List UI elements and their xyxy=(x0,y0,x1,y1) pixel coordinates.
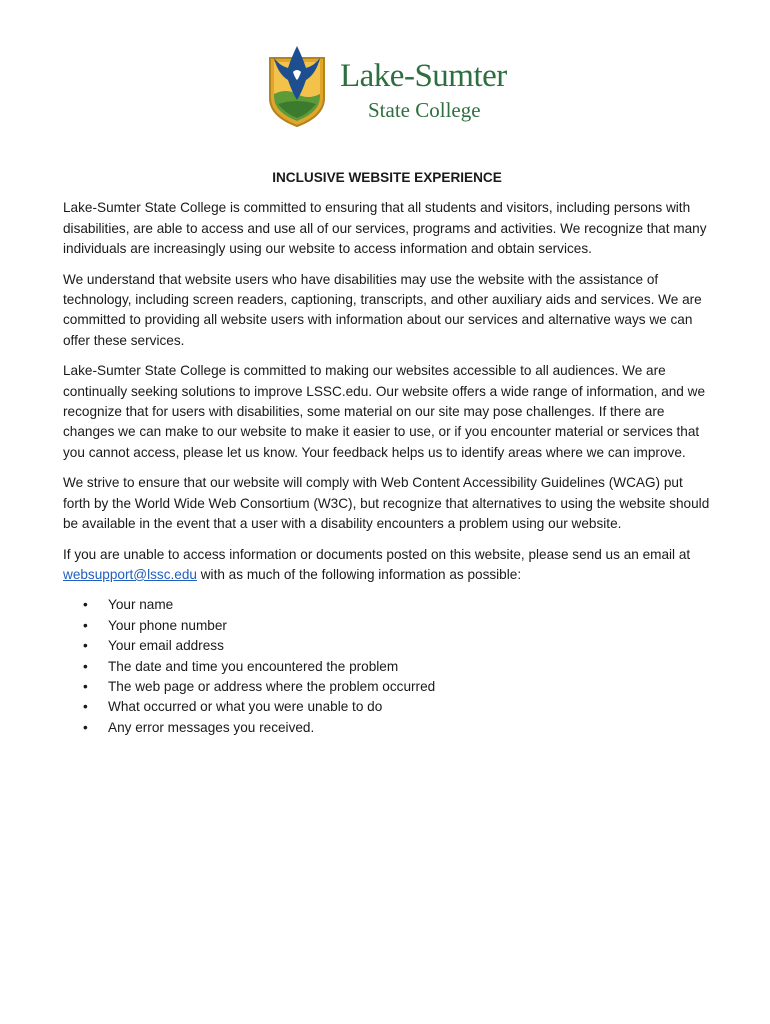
list-item: • Your phone number xyxy=(83,616,711,636)
list-item: • What occurred or what you were unable to do xyxy=(83,697,711,717)
college-logo xyxy=(266,44,506,128)
list-item: • The date and time you encountered the problem xyxy=(83,657,711,677)
contact-text-after: with as much of the following information as possible: xyxy=(196,566,522,582)
websupport-email-link[interactable]: websupport@lssc.edu xyxy=(63,566,197,582)
logo-wordmark-line2: State College xyxy=(368,98,481,122)
list-item: • The web page or address where the problem occurred xyxy=(83,677,711,697)
paragraph-commitment: Lake-Sumter State College is committed to ensuring that all students and visitors, including persons with disabilities, are able to access and use all of our services, programs and activities. We recognize that many individuals are increasingly using our website to access information and obtain services. xyxy=(63,200,707,257)
paragraph-assistive-technology: We understand that website users who have disabilities may use the website with the assistance of technology, including screen readers, captioning, transcripts, and other auxiliary aids and services. We are committed to providing all website users with information about our services and alternative ways we can offer these services. xyxy=(63,271,702,348)
paragraph-contact xyxy=(63,545,711,586)
list-item: • Your email address xyxy=(83,636,711,656)
college-seal-icon xyxy=(266,44,328,128)
document-body xyxy=(63,168,711,738)
information-list xyxy=(63,595,711,738)
paragraph-accessibility: Lake-Sumter State College is committed to making our websites accessible to all audiences. We are continually seeking solutions to improve LSSC.edu. Our website offers a wide range of information, and we recognize that for users with disabilities, some material on our site may pose challenges. If there are changes we can make to our website to make it easier to use, or if you encounter material or services that you cannot access, please let us know. Your feedback helps us to identify areas where we can improve. xyxy=(63,363,706,460)
list-item: • Your name xyxy=(83,595,711,615)
list-item: • Any error messages you received. xyxy=(83,718,711,738)
logo-wordmark-line1: Lake-Sumter xyxy=(340,58,507,94)
contact-text-before: If you are unable to access information or documents posted on this website, please send us an email at xyxy=(63,546,691,562)
paragraph-wcag: We strive to ensure that our website will comply with Web Content Accessibility Guidelines (WCAG) put forth by the World Wide Web Consortium (W3C), but recognize that alternatives to using the website should be available in the event that a user with a disability encounters a problem using our website. xyxy=(63,475,710,532)
document-title: INCLUSIVE WEBSITE EXPERIENCE xyxy=(272,170,502,185)
